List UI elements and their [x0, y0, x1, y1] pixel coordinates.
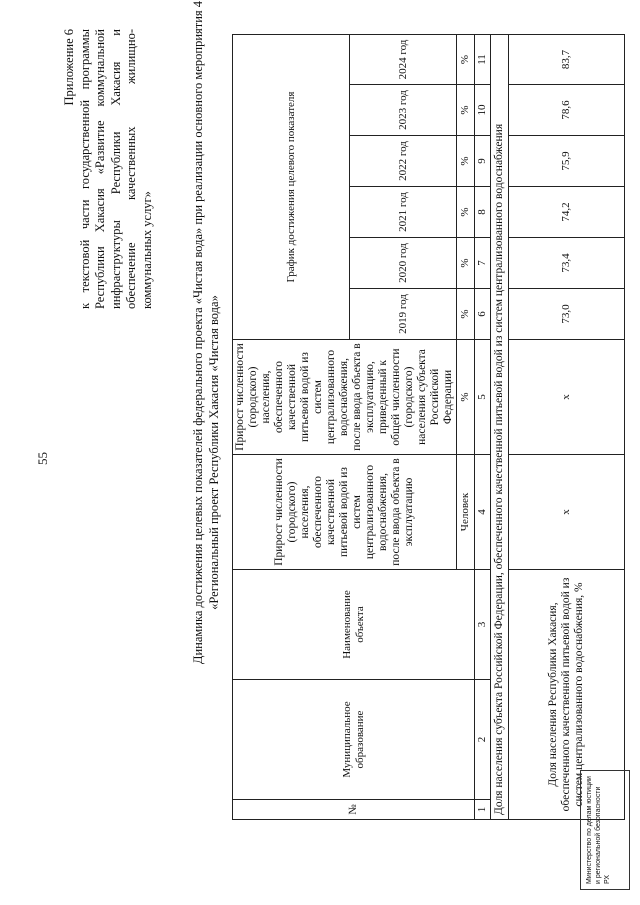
header-year-2021: 2021 год [350, 187, 457, 238]
header-object-name: Наименование объекта [233, 570, 475, 680]
appendix-block [62, 29, 155, 309]
column-number: 1 [475, 800, 491, 820]
registration-stamp: Министерство по делам юстиции и региональной безопасности РХ [580, 770, 630, 890]
row-value-2022: 75,9 [509, 136, 625, 187]
unit-percent: % [457, 238, 475, 289]
unit-people: Человек [457, 455, 475, 570]
column-number-row [475, 35, 491, 820]
header-year-2024: 2024 год [350, 35, 457, 85]
column-number: 6 [475, 289, 491, 340]
header-growth-people: Прирост численности (городского) населения, обеспеченного качественной питьевой водой из систем централизованного водоснабжения, после ввода объекта в эксплуатацию [233, 455, 457, 570]
column-number: 3 [475, 570, 491, 680]
unit-percent: % [457, 136, 475, 187]
column-number: 8 [475, 187, 491, 238]
page-number: 55 [35, 452, 50, 465]
column-number: 5 [475, 340, 491, 455]
header-municipality: Муниципальное образование [233, 680, 475, 800]
appendix-text: к текстовой части государственной программы Республики Хакасия «Развитие коммунальной инфраструктуры Республики Хакасия и обеспечение качественных жилищно-коммунальных услуг» [77, 29, 154, 309]
header-growth-share: Прирост численности (городского) населения, обеспеченного качественной питьевой водой из систем централизованного водоснабжения, после ввода объекта в эксплуатацию, приведенный к общей численности (городского) населения субъекта Российской Федерации [233, 340, 457, 455]
title-line-1: Динамика достижения целевых показателей федерального проекта «Чистая вода» при реализации основного мероприятия 4 [191, 0, 205, 665]
row-value-2021: 74,2 [509, 187, 625, 238]
header-num: № [233, 800, 475, 820]
header-year-2019: 2019 год [350, 289, 457, 340]
header-year-2020: 2020 год [350, 238, 457, 289]
row-share: x [509, 340, 625, 455]
unit-percent: % [457, 35, 475, 85]
column-number: 4 [475, 455, 491, 570]
column-number: 10 [475, 85, 491, 136]
document-title [190, 0, 222, 905]
column-number: 11 [475, 35, 491, 85]
unit-percent: % [457, 340, 475, 455]
row-people: x [509, 455, 625, 570]
header-schedule: График достижения целевого показателя [233, 35, 350, 340]
column-number: 9 [475, 136, 491, 187]
unit-percent: % [457, 187, 475, 238]
title-line-2: «Региональный проект Республики Хакасия «Чистая вода» [207, 295, 221, 610]
row-indicator: Доля населения Республики Хакасия, обеспеченного качественной питьевой водой из систем централизованного водоснабжения, % [509, 570, 625, 820]
section-title: Доля населения субъекта Российской Федерации, обеспеченного качественной питьевой водой из систем централизованного водоснабжения [491, 35, 509, 820]
indicators-table [232, 34, 625, 820]
row-value-2024: 83,7 [509, 35, 625, 85]
column-number: 2 [475, 680, 491, 800]
row-value-2023: 78,6 [509, 85, 625, 136]
unit-percent: % [457, 289, 475, 340]
column-number: 7 [475, 238, 491, 289]
table-row [509, 35, 625, 820]
row-value-2020: 73,4 [509, 238, 625, 289]
appendix-heading: Приложение 6 [62, 29, 76, 106]
header-year-2023: 2023 год [350, 85, 457, 136]
unit-percent: % [457, 85, 475, 136]
row-value-2019: 73,0 [509, 289, 625, 340]
header-year-2022: 2022 год [350, 136, 457, 187]
